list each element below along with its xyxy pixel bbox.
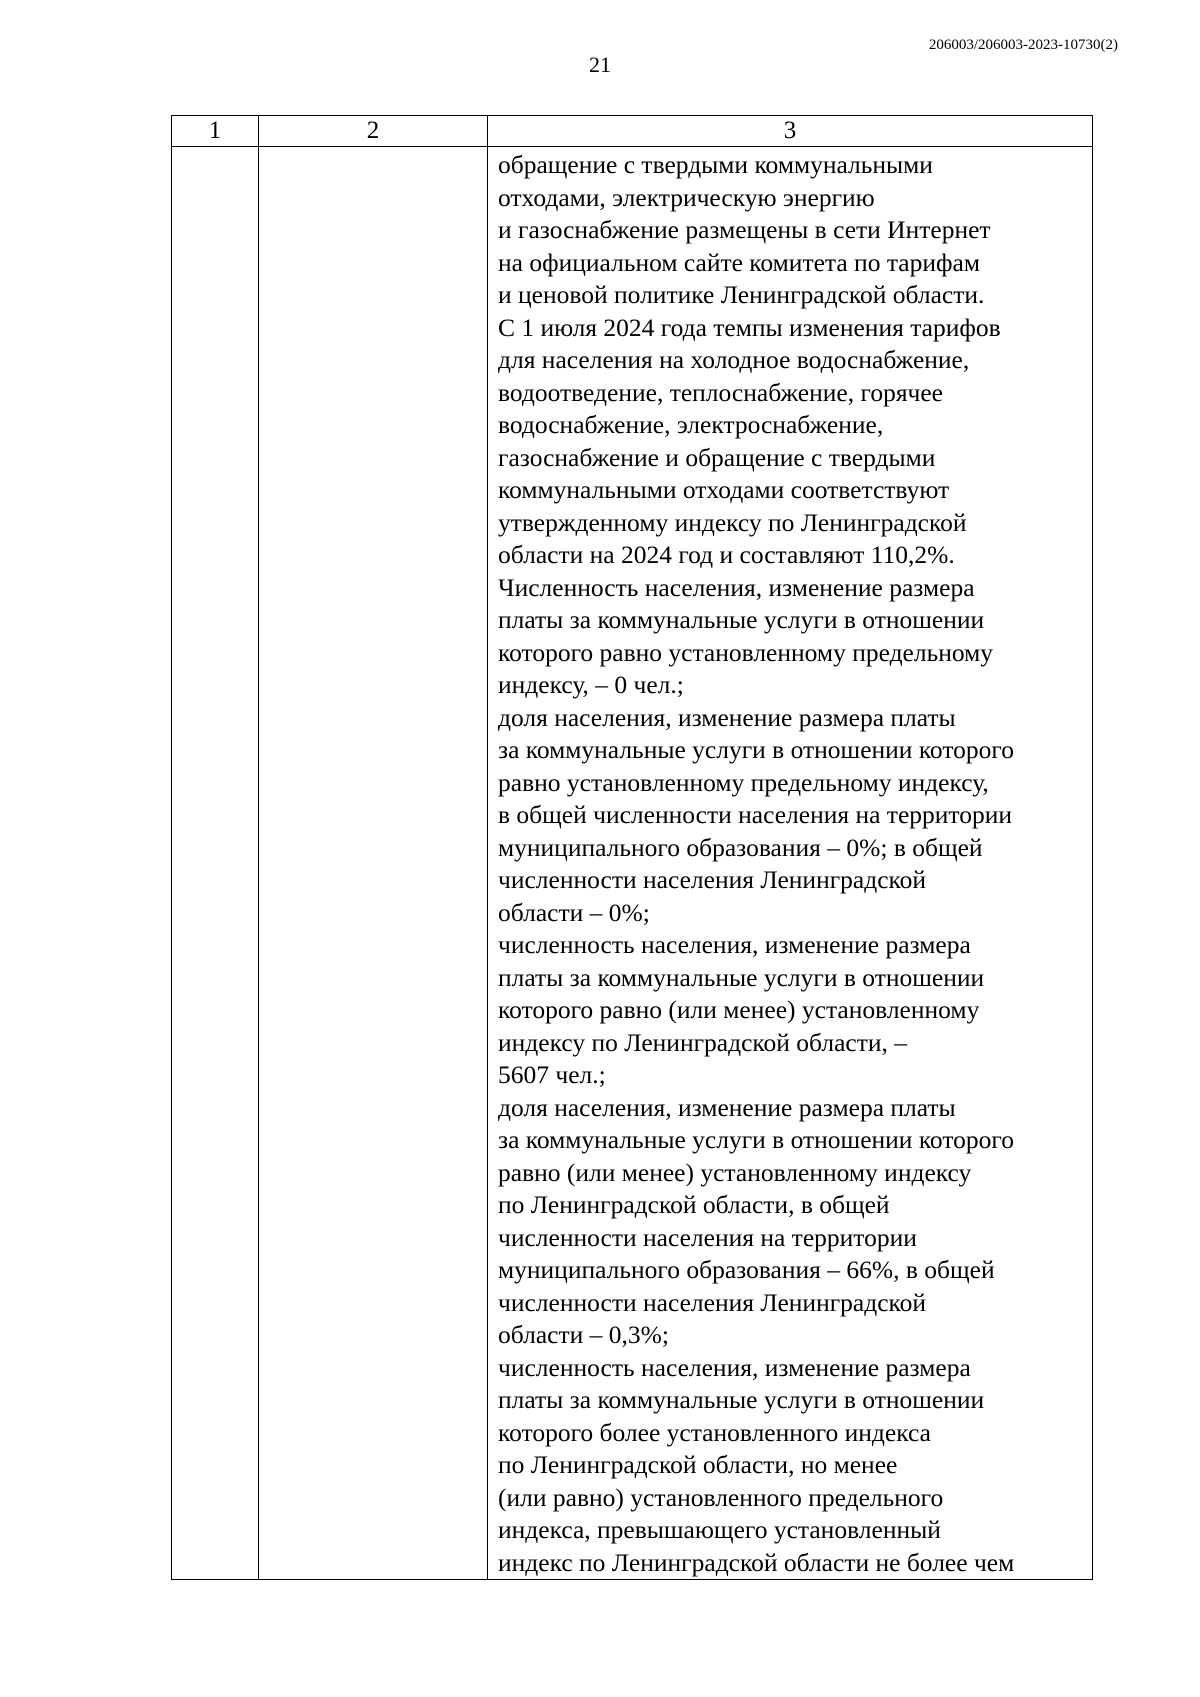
table-cell-col-1 (172, 147, 259, 1580)
table-row (172, 147, 1093, 1580)
text-line: и ценовой политике Ленинградской области. (498, 280, 985, 309)
table-cell-col-2 (259, 147, 488, 1580)
text-line: 5607 чел.; (498, 1060, 606, 1089)
text-line: на официальном сайте комитета по тарифам (498, 247, 980, 277)
text-line: муниципального образования – 66%, в общей (498, 1255, 995, 1284)
column-header-2: 2 (259, 116, 488, 147)
text-line: индексу по Ленинградской области, – (498, 1027, 908, 1057)
text-line: области – 0,3%; (498, 1320, 669, 1349)
text-line: по Ленинградской области, в общей (498, 1190, 890, 1219)
text-line: для населения на холодное водоснабжение, (498, 345, 970, 374)
text-line: по Ленинградской области, но менее (498, 1450, 898, 1479)
text-line: платы за коммунальные услуги в отношении (498, 962, 985, 992)
text-line: индекса, превышающего установленный (498, 1515, 941, 1544)
text-line: водоснабжение, электроснабжение, (498, 410, 884, 439)
text-line: за коммунальные услуги в отношении которого (498, 735, 1014, 764)
text-line: индекс по Ленинградской области не более чем (498, 1547, 1015, 1577)
text-line: в общей численности населения на территории (498, 800, 1013, 829)
table-header-row (172, 116, 1093, 147)
column-header-1: 1 (172, 116, 259, 147)
text-line: равно установленному предельному индексу, (498, 767, 989, 797)
content-table (171, 115, 1093, 1580)
text-line: области – 0%; (498, 897, 650, 927)
column-header-3: 3 (488, 116, 1093, 147)
text-line: Численность населения, изменение размера (498, 572, 975, 602)
text-line: (или равно) установленного предельного (498, 1482, 944, 1512)
text-line: за коммунальные услуги в отношении которого (498, 1125, 1014, 1154)
text-line: обращение с твердыми коммунальными (498, 150, 933, 179)
text-line: которого более установленного индекса (498, 1417, 931, 1447)
text-line: доля населения, изменение размера платы (498, 702, 956, 732)
text-line: численность населения, изменение размера (498, 930, 971, 959)
page-number: 21 (589, 52, 611, 77)
document-id: 206003/206003-2023-10730(2) (928, 37, 1118, 53)
text-line: утвержденному индексу по Ленинградской (498, 507, 967, 537)
text-line: газоснабжение и обращение с твердыми (498, 442, 936, 472)
text-line: численность населения, изменение размера (498, 1352, 971, 1382)
text-line: равно (или менее) установленному индексу (498, 1157, 972, 1187)
text-line: индексу, – 0 чел.; (498, 670, 684, 699)
text-line: численности населения Ленинградской (498, 865, 927, 894)
text-line: платы за коммунальные услуги в отношении (498, 1385, 985, 1414)
text-line: муниципального образования – 0%; в общей (498, 832, 983, 862)
text-line: численности населения Ленинградской (498, 1287, 927, 1317)
cell-text-block (488, 147, 1092, 1579)
text-line: которого равно установленному предельному (498, 637, 994, 667)
text-line: коммунальными отходами соответствуют (498, 475, 950, 504)
text-line: С 1 июля 2024 года темпы изменения тарифов (498, 312, 1001, 342)
text-line: доля населения, изменение размера платы (498, 1092, 956, 1122)
text-line: отходами, электрическую энергию (498, 182, 875, 212)
text-line: водоотведение, теплоснабжение, горячее (498, 377, 944, 407)
table-cell-col-3 (488, 147, 1093, 1580)
text-line: платы за коммунальные услуги в отношении (498, 605, 985, 634)
text-line: и газоснабжение размещены в сети Интернет (498, 215, 991, 244)
text-line: области на 2024 год и составляют 110,2%. (498, 540, 955, 569)
text-line: численности населения на территории (498, 1222, 917, 1252)
text-line: которого равно (или менее) установленному (498, 995, 980, 1024)
